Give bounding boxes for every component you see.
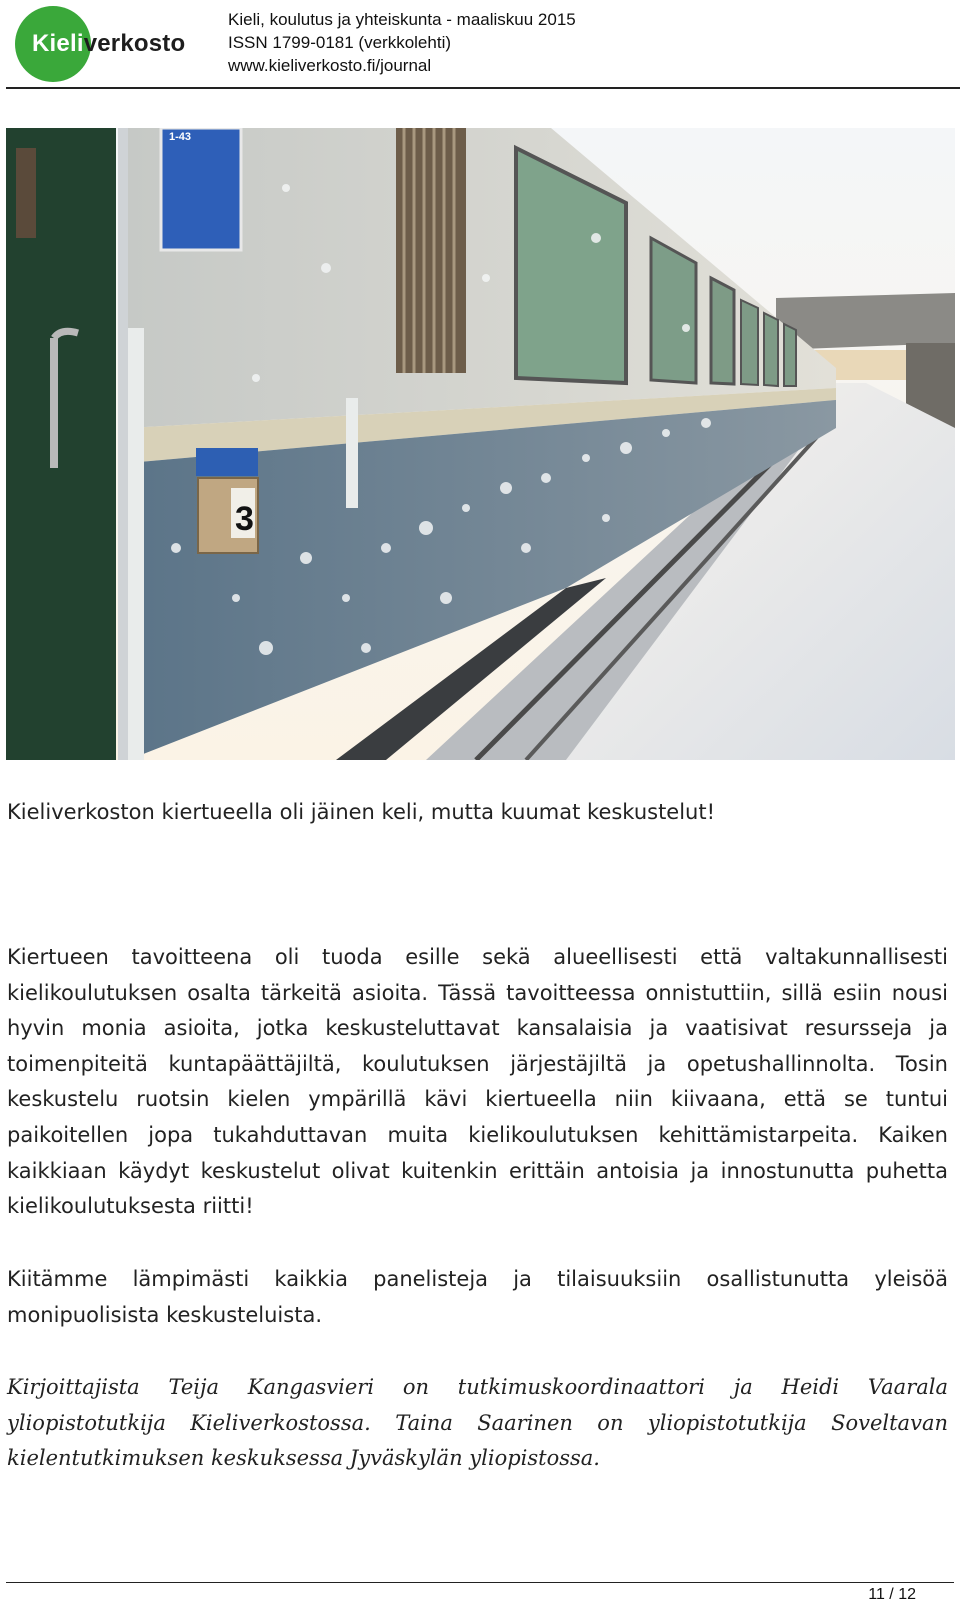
logo-part-1: Kieli: [32, 30, 84, 57]
journal-issn: ISSN 1799-0181 (verkkolehti): [228, 33, 452, 52]
header-divider: [6, 87, 960, 89]
journal-title: Kieli, koulutus ja yhteiskunta - maaliskuu 2015: [228, 10, 576, 29]
sign-label: 1-43: [169, 131, 192, 143]
car-number: 3: [235, 500, 254, 538]
logo: [32, 30, 185, 58]
footer-divider: [6, 1582, 954, 1583]
paragraph-2: Kiitämme lämpimästi kaikkia panelisteja ja tilaisuuksiin osallistunutta yleisöä monipuolisista keskusteluista.: [7, 1267, 948, 1327]
journal-url: www.kieliverkosto.fi/journal: [228, 56, 432, 75]
photo-caption: Kieliverkoston kiertueella oli jäinen keli, mutta kuumat keskustelut!: [7, 800, 716, 824]
author-note: Kirjoittajista Teija Kangasvieri on tutkimuskoordinaattori ja Heidi Vaarala yliopistotutkija Kieliverkostossa. Taina Saarinen on yliopistotutkija Soveltavan kielentutkimuksen keskuksessa Jyväskylän yliopistossa.: [7, 1375, 948, 1471]
journal-info: [228, 8, 576, 77]
logo-part-2: verkosto: [83, 30, 186, 57]
train-photo: [6, 128, 955, 760]
page-header: [0, 0, 960, 90]
paragraph-1: Kiertueen tavoitteena oli tuoda esille sekä alueellisesti että valtakunnallisesti kielikoulutuksen osalta tärkeitä asioita. Tässä tavoitteessa onnistuttiin, sillä esiin nousi hyvin monia asioita, jotka keskusteluttavat kansalaisia ja vaatisivat resursseja ja toimenpiteitä kuntapäättäjiltä, koulutuksen järjestäjiltä ja opetushallinnolta. Tosin keskustelu ruotsin kielen ympärillä kävi kiertueella niin kiivaana, että se tuntui paikoitellen jopa tukahduttavan muita kielikoulutuksen kehittämistarpeita. Kaiken kaikkiaan käydyt keskustelut olivat kuitenkin erittäin antoisia ja innostunutta puhetta kielikoulutuksesta riitti!: [7, 945, 948, 1219]
page-number: 11 / 12: [868, 1586, 916, 1603]
